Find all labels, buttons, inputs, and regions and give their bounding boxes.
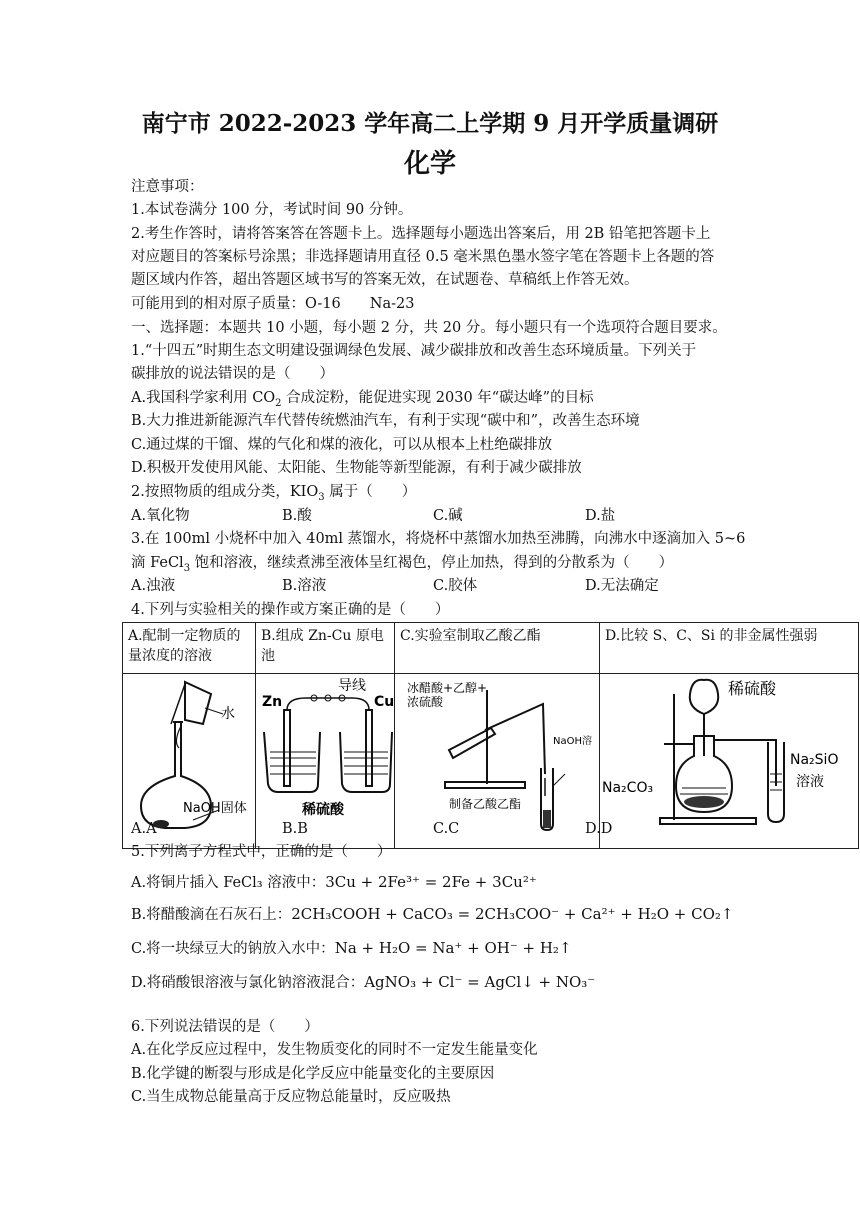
fig-b-acid-label: 稀硫酸 <box>302 802 344 818</box>
q2-option-c: C.碱 <box>433 508 463 524</box>
fig-c-reagents-line-2: 浓硫酸 <box>407 695 444 709</box>
q5-equation-d: AgNO₃ + Cl⁻ = AgCl↓ + NO₃⁻ <box>364 973 596 991</box>
fig-b-cu-label: Cu <box>374 694 394 710</box>
acid-strength-setup-figure <box>600 674 858 842</box>
q2-option-b: B.酸 <box>282 508 312 524</box>
q4-figure-b <box>256 674 395 849</box>
q2-stem: 2.按照物质的组成分类，$KIO_3$ 属于（ ） <box>131 484 417 503</box>
q5-stem: 5.下列离子方程式中，正确的是（ ） <box>131 844 392 860</box>
zn-cu-cell-figure <box>256 674 394 842</box>
q4-experiment-table <box>122 622 859 849</box>
q5-option-a: A.将铜片插入 FeCl₃ 溶液中：3Cu + 2Fe³⁺ = 2Fe + 3Cu²⁺ <box>131 873 537 891</box>
section-heading: 一、选择题：本题共 10 小题，每小题 2 分，共 20 分。每小题只有一个选项符合题目要求。 <box>131 320 727 336</box>
q5-equation-a: 3Cu + 2Fe³⁺ = 2Fe + 3Cu²⁺ <box>325 873 537 891</box>
fig-a-water-label: 水 <box>221 706 235 722</box>
q4-option-b: B.B <box>282 821 308 837</box>
fig-c-caption: 制备乙酸乙酯 <box>449 797 522 811</box>
ethyl-acetate-setup-figure <box>395 674 599 842</box>
q2-option-d: D.盐 <box>585 508 616 524</box>
notes-item-2-line-2: 对应题目的答案标号涂黑；非选择题请用直径 0.5 毫米黑色墨水签字笔在答题卡上各题的答 <box>131 249 715 265</box>
fig-d-acid-label: 稀硫酸 <box>728 679 777 698</box>
q1-option-d: D.积极开发使用风能、太阳能、生物能等新型能源，有利于减少碳排放 <box>131 460 582 476</box>
q1-stem-line-1: 1.“十四五”时期生态文明建设强调绿色发展、减少碳排放和改善生态环境质量。下列关于 <box>131 343 697 359</box>
fig-d-na2co3-label: Na₂CO₃ <box>602 780 654 796</box>
q4-option-d: D.D <box>585 821 613 837</box>
q5-option-b: B.将醋酸滴在石灰石上：2CH₃COOH + CaCO₃ = 2CH₃COO⁻ + Ca²⁺ + H₂O + CO₂↑ <box>131 905 734 923</box>
atomic-masses: 可能用到的相对原子质量：O-16 Na-23 <box>131 296 415 312</box>
q4-stem: 4.下列与实验相关的操作或方案正确的是（ ） <box>131 602 450 618</box>
q2-option-a: A.氧化物 <box>131 508 190 524</box>
fig-d-solution-label: 溶液 <box>796 774 824 790</box>
q4-header-c: C.实验室制取乙酸乙酯 <box>395 623 600 674</box>
notes-item-1: 1.本试卷满分 100 分，考试时间 90 分钟。 <box>131 202 413 218</box>
q6-option-c: C.当生成物总能量高于反应物总能量时，反应吸热 <box>131 1089 451 1105</box>
q4-header-d: D.比较 S、C、Si 的非金属性强弱 <box>600 623 859 674</box>
fig-c-naoh-label: NaOH溶 <box>553 736 592 747</box>
fig-c-reagents-line-1: 冰醋酸+乙醇+ <box>407 681 488 695</box>
volumetric-flask-figure <box>123 674 255 842</box>
q5-option-c: C.将一块绿豆大的钠放入水中：Na + H₂O = Na⁺ + OH⁻ + H₂↑ <box>131 939 572 957</box>
subject-title: 化学 <box>403 149 456 179</box>
q3-option-c: C.胶体 <box>433 578 478 594</box>
q6-stem: 6.下列说法错误的是（ ） <box>131 1019 319 1035</box>
exam-title: 南宁市 2022-2023 学年高二上学期 9 月开学质量调研 <box>141 110 719 137</box>
q1-option-a: A.我国科学家利用 $CO_2$ 合成淀粉，能促进实现 2030 年“碳达峰”的目标 <box>131 390 594 409</box>
q4-header-a: A.配制一定物质的量浓度的溶液 <box>123 623 256 674</box>
q1-stem-line-2: 碳排放的说法错误的是（ ） <box>131 366 334 382</box>
q6-option-b: B.化学键的断裂与形成是化学反应中能量变化的主要原因 <box>131 1066 495 1082</box>
q3-stem-line-1: 3.在 100ml 小烧杯中加入 40ml 蒸馏水，将烧杯中蒸馏水加热至沸腾，向沸水中逐滴加入 5~6 <box>131 531 746 547</box>
fig-d-na2sio3-label: Na₂SiO <box>790 752 839 768</box>
q4-figure-c <box>395 674 600 849</box>
q4-figure-d <box>600 674 859 849</box>
q6-option-a: A.在化学反应过程中，发生物质变化的同时不一定发生能量变化 <box>131 1042 538 1058</box>
notes-heading: 注意事项： <box>131 179 204 195</box>
q5-equation-b: 2CH₃COOH + CaCO₃ = 2CH₃COO⁻ + Ca²⁺ + H₂O + CO₂↑ <box>291 905 734 923</box>
fig-b-zn-label: Zn <box>262 694 283 710</box>
q5-equation-c: Na + H₂O = Na⁺ + OH⁻ + H₂↑ <box>334 939 572 957</box>
q3-option-a: A.浊液 <box>131 578 176 594</box>
q4-option-a: A.A <box>131 821 157 837</box>
fig-a-naoh-label: NaOH固体 <box>183 801 247 816</box>
q1-option-b: B.大力推进新能源汽车代替传统燃油汽车，有利于实现“碳中和”，改善生态环境 <box>131 413 640 429</box>
q3-option-d: D.无法确定 <box>585 578 659 594</box>
q3-stem-line-2: 滴 FeCl$_3$ 饱和溶液，继续煮沸至液体呈红褐色，停止加热，得到的分散系为（ ） <box>131 555 674 574</box>
notes-item-2-line-1: 2.考生作答时，请将答案答在答题卡上。选择题每小题选出答案后，用 2B 铅笔把答题卡上 <box>131 226 711 242</box>
fig-b-wire-label: 导线 <box>338 678 366 694</box>
q4-option-c: C.C <box>433 821 460 837</box>
q3-option-b: B.溶液 <box>282 578 327 594</box>
q5-option-d: D.将硝酸银溶液与氯化钠溶液混合：AgNO₃ + Cl⁻ = AgCl↓ + NO₃⁻ <box>131 973 596 991</box>
q1-option-c: C.通过煤的干馏、煤的气化和煤的液化，可以从根本上杜绝碳排放 <box>131 437 553 453</box>
notes-item-2-line-3: 题区域内作答，超出答题区域书写的答案无效，在试题卷、草稿纸上作答无效。 <box>131 272 639 288</box>
q4-header-b: B.组成 Zn-Cu 原电池 <box>256 623 395 674</box>
